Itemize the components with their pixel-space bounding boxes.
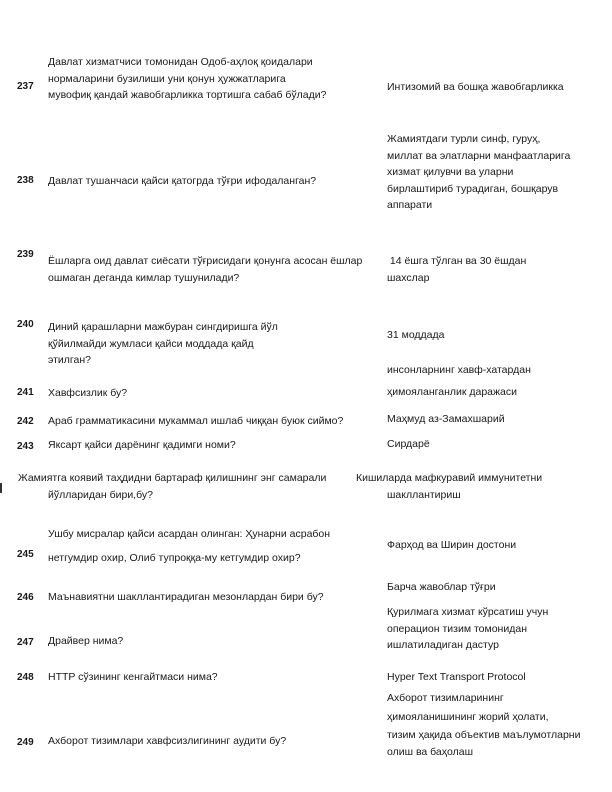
answer-text: Сирдарё bbox=[387, 438, 430, 450]
row-number: 243 bbox=[17, 441, 34, 452]
answer-text: Кишиларда мафкуравий иммунитетни шакллантириш bbox=[356, 472, 543, 501]
row-number: 246 bbox=[17, 592, 34, 603]
row-number: 241 bbox=[17, 387, 34, 398]
answer-text: Hyper Text Transport Protocol bbox=[387, 671, 526, 683]
row-number: 242 bbox=[17, 416, 34, 427]
row-number: 247 bbox=[17, 637, 34, 648]
row-number: 237 bbox=[17, 81, 34, 92]
left-edge-mark bbox=[0, 483, 2, 493]
row-number: 249 bbox=[17, 737, 34, 748]
question-text: Ахборот тизимлари хавфсизлигининг аудити бу? bbox=[48, 735, 287, 747]
answer-text: 14 ёшга тўлган ва 30 ёшдан шахслар bbox=[387, 255, 527, 284]
question-text: Давлат тушанчаси қайси қатогрда тўғри ифодаланган? bbox=[48, 175, 317, 187]
answer-text: Маҳмуд аз-Замахшарий bbox=[387, 413, 505, 425]
row-number: 240 bbox=[17, 319, 34, 330]
question-text: Хавфсизлик бу? bbox=[48, 387, 128, 399]
question-text: Давлат хизматчиси томонидан Одоб-аҳлоқ қоидалари нормаларини бузилиши уни қонун ҳужжатларига мувофиқ қандай жавобгарликка тортишга сабаб бўлади? bbox=[48, 56, 327, 101]
answer-text: инсонларнинг хавф-хатардан ҳимояланганлик даражаси bbox=[387, 364, 531, 398]
question-text: Ёшларга оид давлат сиёсати тўғрисидаги қонунга асосан ёшлар ошмаган деганда кимлар тушунилади? bbox=[48, 255, 363, 284]
row-number: 239 bbox=[17, 249, 34, 260]
row-number: 248 bbox=[17, 672, 34, 683]
question-text: Ушбу мисралар қайси асардан олинган: Ҳунарни асрабон нетгумдир охир, Олиб тупроққа-му кетгумдир охир? bbox=[48, 528, 331, 564]
question-text: Жамиятга коявий таҳдидни бартараф қилишнинг энг самарали йўлларидан бири,бу? bbox=[18, 472, 327, 501]
question-text: Драйвер нима? bbox=[48, 635, 124, 647]
answer-text: Ахборот тизимларининг ҳимояланишининг жорий ҳолати, тизим ҳақида объектив маълумотларни олиш ва баҳолаш bbox=[387, 692, 581, 758]
question-text: HTTP сўзининг кенгайтмаси нима? bbox=[48, 671, 218, 683]
answer-text: 31 моддада bbox=[387, 329, 445, 341]
row-number: 245 bbox=[17, 549, 34, 560]
answer-text: Барча жавоблар тўғри bbox=[387, 581, 496, 593]
question-text: Маънавиятни шакллантирадиган мезонлардан бири бу? bbox=[48, 591, 324, 603]
answer-text: Қурилмага хизмат кўрсатиш учун операцион тизим томонидан ишлатиладиган дастур bbox=[387, 606, 549, 651]
question-text: Диний қарашларни мажбуран сингдиришга йўл қўйилмайди жумласи қайси моддада қайд этилган? bbox=[48, 321, 278, 366]
answer-text: Интизомий ва бошқа жавобгарликка bbox=[387, 81, 564, 93]
question-text: Араб грамматикасини мукаммал ишлаб чиққан буюк сиймо? bbox=[48, 415, 344, 427]
row-number: 238 bbox=[17, 175, 34, 186]
answer-text: Жамиятдаги турли синф, гуруҳ, миллат ва элатларни манфаатларига хизмат қилувчи ва уларни бирлаштириб турадиган, бошқарув аппарати bbox=[387, 133, 571, 211]
question-text: Яксарт қайси дарёнинг қадимги номи? bbox=[48, 439, 236, 451]
answer-text: Фарҳод ва Ширин достони bbox=[387, 539, 517, 551]
